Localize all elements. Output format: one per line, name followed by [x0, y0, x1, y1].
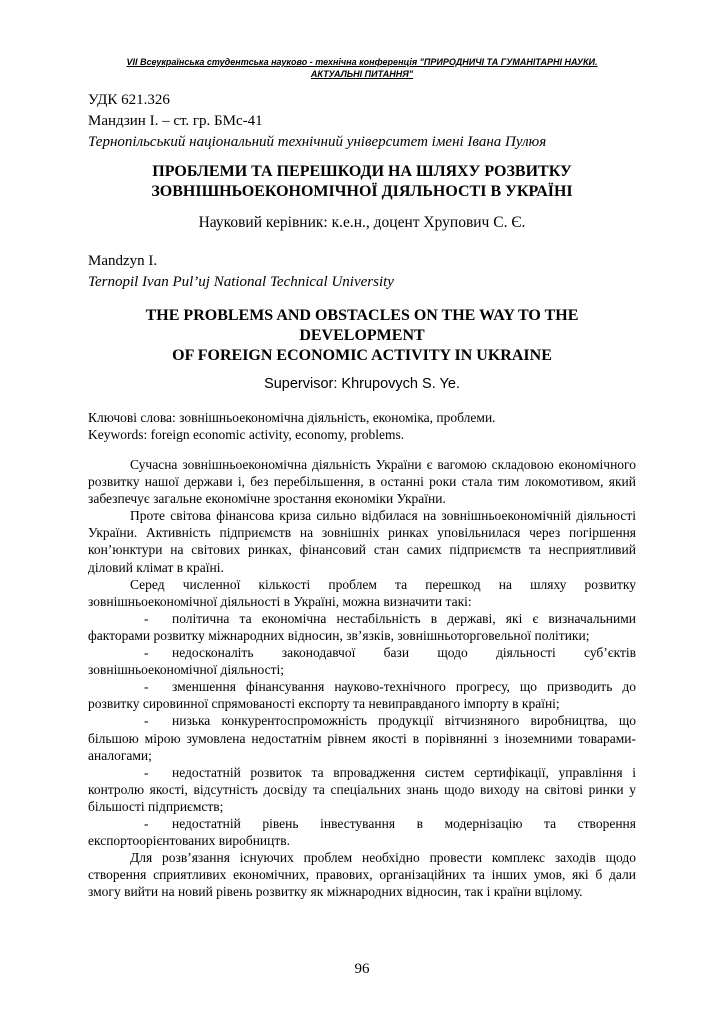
paragraph-4: Для розв’язання існуючих проблем необхідно провести комплекс заходів щодо створення сприятливих економічних, правових, організаційних та інших умов, які б дали змогу вийти на новий рівень розвитку як міжнародних відносин, так і країни вцілому.	[88, 850, 636, 900]
bullet-item-2	[88, 644, 636, 678]
title-ua-line1: ПРОБЛЕМИ ТА ПЕРЕШКОДИ НА ШЛЯХУ РОЗВИТКУ	[152, 163, 572, 180]
conference-header	[96, 56, 628, 80]
bullet-text-2: недосконаліть законодавчої бази щодо діяльності суб’єктів зовнішньоекономічної діяльності;	[88, 645, 636, 678]
title-ua	[90, 162, 634, 202]
bullet-text-3: зменшення фінансування науково-технічного прогресу, що призводить до розвитку сировинної спрямованості експорту та невиправданого імпорту в країні;	[88, 679, 636, 712]
keywords-block	[88, 409, 638, 443]
author-ua: Мандзин І. – ст. гр. БМс-41	[88, 113, 263, 129]
bullet-text-6: недостатній рівень інвестування в модернізацію та створення експортоорієнтованих виробництв.	[88, 815, 636, 849]
bullet-text-5: недостатній розвиток та впровадження систем сертифікації, управління і контролю якості, відсутність досвіду та спеціальних знань щодо виходу на світові ринки у більшості підприємств;	[88, 764, 636, 814]
university-ua: Тернопільський національний технічний університет імені Івана Пулюя	[88, 134, 547, 150]
supervisor-ua: Науковий керівник: к.е.н., доцент Хрупович С. Є.	[198, 214, 526, 231]
bullet-dash: -	[144, 645, 149, 661]
title-en	[90, 306, 634, 366]
bullet-item-1	[88, 610, 636, 644]
bullet-text-1: політична та економічна нестабільність в державі, які є визначальними факторами розвитку міжнародних відносин, зв’язків, зовнішньоторговельної політики;	[88, 610, 636, 643]
bullet-text-4: низька конкурентоспроможність продукції вітчизняного виробництва, що більшою мірою зумовлена недостатнім рівнем якості в порівнянні з іноземними товарами-аналогами;	[88, 713, 636, 763]
bullet-dash: -	[144, 764, 149, 780]
title-en-line2: DEVELOPMENT	[299, 327, 425, 344]
title-en-line1: THE PROBLEMS AND OBSTACLES ON THE WAY TO THE	[145, 307, 579, 324]
bullet-dash: -	[144, 679, 149, 695]
bullet-item-6	[88, 815, 636, 849]
bullet-dash: -	[144, 610, 149, 626]
author-en: Mandzyn I.	[88, 253, 158, 269]
conference-header-line2: АКТУАЛЬНІ ПИТАННЯ"	[310, 69, 414, 79]
keywords-en: Keywords: foreign economic activity, economy, problems.	[88, 427, 405, 442]
supervisor-en: Supervisor: Khrupovych S. Ye.	[264, 376, 460, 392]
paragraph-1: Сучасна зовнішньоекономічна діяльність України є вагомою складовою економічного розвитку нашої держави і, без перебільшення, в останні роки стала тим локомотивом, який забезпечує загальне економічне зростання економіки України.	[88, 457, 636, 507]
conference-header-line1: VII Всеукраїнська студентська науково - технічна конференція "ПРИРОДНИЧІ ТА ГУМАНІТАРНІ НАУКИ.	[126, 57, 598, 67]
keywords-ua: Ключові слова: зовнішньоекономічна діяльність, економіка, проблеми.	[88, 410, 496, 425]
bullet-item-3	[88, 678, 636, 712]
title-en-line3: OF FOREIGN ECONOMIC ACTIVITY IN UKRAINE	[172, 347, 552, 364]
bullet-item-4	[88, 712, 636, 763]
body-text	[88, 456, 636, 900]
paragraph-2: Проте світова фінансова криза сильно відбилася на зовнішньоекономічній діяльності України. Активність підприємств на зовнішніх ринках уповільнилася через погіршення кон’юнктури на світових ринках, фінансовий стан самих підприємств та несприятливий діловий клімат в країні.	[88, 508, 636, 575]
university-en: Ternopil Ivan Pul’uj National Technical University	[88, 274, 394, 290]
bullet-dash: -	[144, 815, 149, 831]
bullet-item-5	[88, 764, 636, 815]
page-number: 96	[354, 961, 370, 977]
bullet-dash: -	[144, 713, 149, 729]
title-ua-line2: ЗОВНІШНЬОЕКОНОМІЧНОЇ ДІЯЛЬНОСТІ В УКРАЇНІ	[151, 183, 573, 200]
udk-code: УДК 621.326	[88, 92, 170, 108]
paragraph-3: Серед численної кількості проблем та перешкод на шляху розвитку зовнішньоекономічної діяльності в Україні, можна визначити такі:	[88, 576, 636, 609]
